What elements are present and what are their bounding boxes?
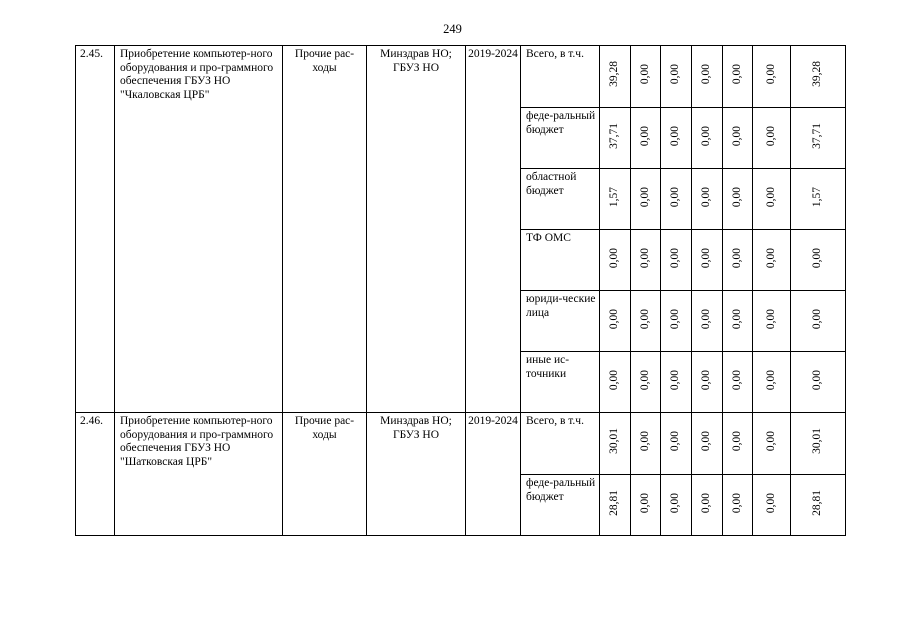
value-cell-text: 0,00 xyxy=(730,369,743,390)
value-cell-text: 0,00 xyxy=(764,125,777,146)
table-row xyxy=(76,413,846,475)
value-cell-text: 0,00 xyxy=(811,369,824,390)
value-cell-text: 37,71 xyxy=(608,122,621,149)
value-cell-text: 0,00 xyxy=(638,492,651,513)
value-cell xyxy=(723,169,753,230)
value-cell-text: 0,00 xyxy=(730,186,743,207)
value-cell xyxy=(791,291,846,352)
value-cell-text: 37,71 xyxy=(811,122,824,149)
value-cell xyxy=(692,46,723,108)
value-cell-text: 0,00 xyxy=(730,125,743,146)
value-cell-text: 0,00 xyxy=(811,247,824,268)
value-cell xyxy=(791,169,846,230)
value-cell xyxy=(723,413,753,475)
value-cell-text: 0,00 xyxy=(730,431,743,452)
value-cell xyxy=(753,230,791,291)
value-cell xyxy=(791,46,846,108)
period: 2019-2024 xyxy=(466,46,521,413)
value-cell xyxy=(600,475,631,536)
value-cell-text: 0,00 xyxy=(669,247,682,268)
value-cell xyxy=(661,352,692,413)
value-cell-text: 0,00 xyxy=(638,308,651,329)
table-row xyxy=(76,46,846,108)
value-cell-text: 30,01 xyxy=(608,428,621,455)
value-cell xyxy=(723,291,753,352)
value-cell-text: 0,00 xyxy=(669,431,682,452)
period: 2019-2024 xyxy=(466,413,521,536)
value-cell-text: 0,00 xyxy=(669,64,682,85)
value-cell xyxy=(600,352,631,413)
value-cell xyxy=(661,46,692,108)
funding-source-label: феде-ральный бюджет xyxy=(521,475,600,536)
value-cell-text: 0,00 xyxy=(764,64,777,85)
value-cell xyxy=(600,46,631,108)
item-number: 2.45. xyxy=(76,46,115,413)
value-cell xyxy=(791,413,846,475)
funding-source-label: юриди-ческие лица xyxy=(521,291,600,352)
value-cell-text: 0,00 xyxy=(608,369,621,390)
value-cell-text: 0,00 xyxy=(700,431,713,452)
value-cell-text: 0,00 xyxy=(764,247,777,268)
value-cell-text: 0,00 xyxy=(700,125,713,146)
funding-source-label: иные ис-точники xyxy=(521,352,600,413)
value-cell xyxy=(661,291,692,352)
value-cell xyxy=(723,46,753,108)
value-cell-text: 0,00 xyxy=(700,247,713,268)
value-cell xyxy=(661,108,692,169)
value-cell-text: 0,00 xyxy=(669,369,682,390)
value-cell-text: 0,00 xyxy=(764,308,777,329)
value-cell xyxy=(692,413,723,475)
value-cell-text: 0,00 xyxy=(730,64,743,85)
value-cell xyxy=(661,169,692,230)
value-cell-text: 0,00 xyxy=(730,492,743,513)
value-cell xyxy=(600,169,631,230)
page-number: 249 xyxy=(443,22,462,36)
value-cell xyxy=(631,291,661,352)
value-cell-text: 0,00 xyxy=(638,431,651,452)
value-cell-text: 1,57 xyxy=(608,186,621,207)
value-cell xyxy=(753,352,791,413)
value-cell-text: 0,00 xyxy=(764,492,777,513)
value-cell-text: 0,00 xyxy=(638,247,651,268)
value-cell-text: 0,00 xyxy=(764,186,777,207)
value-cell xyxy=(753,169,791,230)
value-cell-text: 0,00 xyxy=(638,186,651,207)
value-cell-text: 0,00 xyxy=(608,308,621,329)
value-cell-text: 0,00 xyxy=(700,308,713,329)
value-cell xyxy=(753,413,791,475)
value-cell-text: 0,00 xyxy=(669,308,682,329)
funding-source-label: ТФ ОМС xyxy=(521,230,600,291)
value-cell xyxy=(791,352,846,413)
value-cell xyxy=(631,475,661,536)
value-cell xyxy=(631,230,661,291)
value-cell-text: 0,00 xyxy=(764,431,777,452)
value-cell-text: 1,57 xyxy=(811,186,824,207)
value-cell xyxy=(692,108,723,169)
value-cell-text: 39,28 xyxy=(811,61,824,88)
value-cell xyxy=(753,291,791,352)
value-cell-text: 28,81 xyxy=(811,489,824,516)
value-cell-text: 0,00 xyxy=(669,186,682,207)
value-cell xyxy=(600,413,631,475)
value-cell xyxy=(753,475,791,536)
value-cell xyxy=(661,230,692,291)
value-cell xyxy=(600,291,631,352)
value-cell-text: 39,28 xyxy=(608,61,621,88)
value-cell xyxy=(692,169,723,230)
value-cell-text: 0,00 xyxy=(764,369,777,390)
value-cell-text: 0,00 xyxy=(638,125,651,146)
budget-table xyxy=(75,45,846,536)
value-cell xyxy=(692,475,723,536)
cost-type: Прочие рас-ходы xyxy=(283,46,367,413)
value-cell xyxy=(791,230,846,291)
item-name: Приобретение компьютер-ного оборудования и про-граммного обеспечения ГБУЗ НО "Чкаловская ЦРБ" xyxy=(115,46,283,413)
value-cell-text: 0,00 xyxy=(700,369,713,390)
value-cell xyxy=(791,475,846,536)
funding-source-label: Всего, в т.ч. xyxy=(521,46,600,108)
value-cell xyxy=(723,352,753,413)
value-cell xyxy=(600,108,631,169)
value-cell xyxy=(723,475,753,536)
value-cell-text: 0,00 xyxy=(608,247,621,268)
value-cell xyxy=(692,230,723,291)
item-number: 2.46. xyxy=(76,413,115,536)
cost-type: Прочие рас-ходы xyxy=(283,413,367,536)
value-cell-text: 0,00 xyxy=(669,492,682,513)
table-body xyxy=(76,46,846,536)
executor: Минздрав НО; ГБУЗ НО xyxy=(367,46,466,413)
funding-source-label: областной бюджет xyxy=(521,169,600,230)
value-cell xyxy=(723,108,753,169)
value-cell-text: 0,00 xyxy=(700,64,713,85)
value-cell xyxy=(631,169,661,230)
value-cell-text: 0,00 xyxy=(730,308,743,329)
value-cell xyxy=(661,413,692,475)
value-cell-text: 0,00 xyxy=(638,64,651,85)
value-cell-text: 28,81 xyxy=(608,489,621,516)
value-cell xyxy=(631,413,661,475)
value-cell-text: 0,00 xyxy=(811,308,824,329)
value-cell xyxy=(692,352,723,413)
value-cell xyxy=(631,108,661,169)
value-cell xyxy=(631,46,661,108)
executor: Минздрав НО; ГБУЗ НО xyxy=(367,413,466,536)
value-cell xyxy=(753,108,791,169)
value-cell xyxy=(753,46,791,108)
value-cell-text: 0,00 xyxy=(700,186,713,207)
value-cell xyxy=(661,475,692,536)
item-name: Приобретение компьютер-ного оборудования и про-граммного обеспечения ГБУЗ НО "Шатковская ЦРБ" xyxy=(115,413,283,536)
value-cell xyxy=(692,291,723,352)
funding-source-label: феде-ральный бюджет xyxy=(521,108,600,169)
value-cell-text: 0,00 xyxy=(700,492,713,513)
value-cell xyxy=(791,108,846,169)
value-cell-text: 0,00 xyxy=(669,125,682,146)
value-cell-text: 0,00 xyxy=(730,247,743,268)
value-cell xyxy=(600,230,631,291)
value-cell-text: 30,01 xyxy=(811,428,824,455)
value-cell xyxy=(723,230,753,291)
value-cell-text: 0,00 xyxy=(638,369,651,390)
value-cell xyxy=(631,352,661,413)
funding-source-label: Всего, в т.ч. xyxy=(521,413,600,475)
